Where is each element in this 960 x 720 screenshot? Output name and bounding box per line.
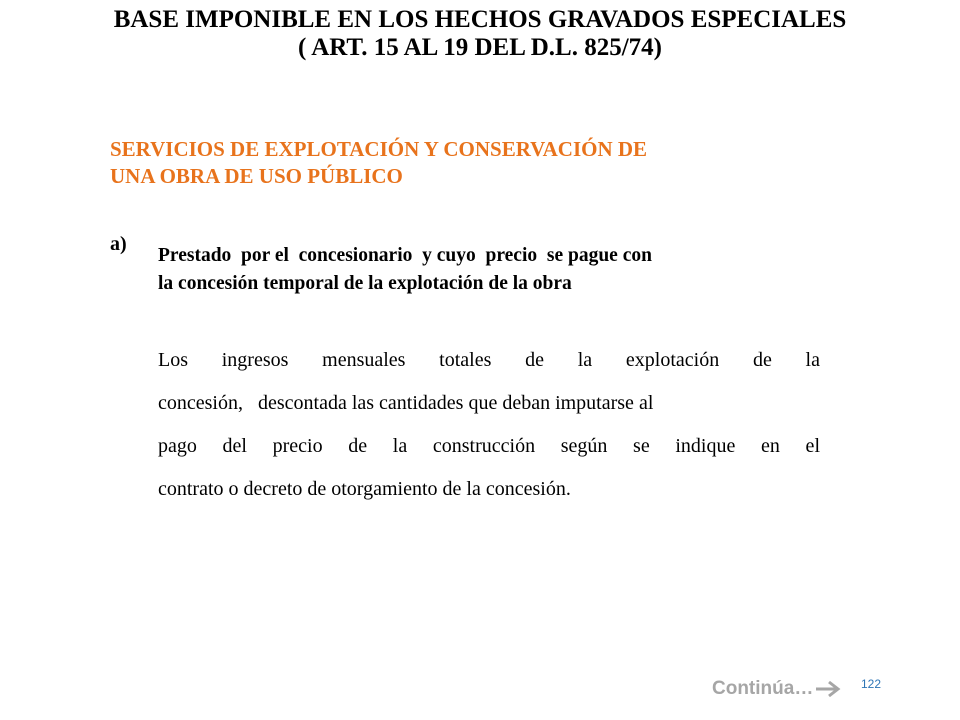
arrow-right-icon[interactable]	[815, 679, 841, 699]
body-line-1: Los ingresos mensuales totales de la explotación de la	[158, 349, 820, 371]
body-line-2: concesión, descontada las cantidades que deban imputarse al	[158, 392, 654, 414]
body-paragraph	[158, 350, 820, 522]
item-heading	[158, 242, 818, 298]
subtitle-line-1: SERVICIOS DE EXPLOTACIÓN Y CONSERVACIÓN DE	[110, 137, 648, 161]
continue-label[interactable]: Continúa…	[712, 678, 814, 699]
item-marker: a)	[110, 233, 127, 255]
body-line-3: pago del precio de la construcción según se indique en el	[158, 435, 820, 457]
section-subtitle	[110, 136, 810, 190]
body-line-4: contrato o decreto de otorgamiento de la concesión.	[158, 478, 571, 500]
item-heading-line-1: Prestado por el concesionario y cuyo precio se pague con	[158, 245, 652, 266]
page-title	[0, 6, 960, 62]
title-line-1: BASE IMPONIBLE EN LOS HECHOS GRAVADOS ESPECIALES	[113, 6, 847, 33]
title-line-2: ( ART. 15 AL 19 DEL D.L. 825/74)	[298, 34, 662, 61]
page-number: 122	[861, 677, 882, 691]
item-heading-line-2: la concesión temporal de la explotación de la obra	[158, 273, 572, 294]
subtitle-line-2: UNA OBRA DE USO PÚBLICO	[110, 164, 403, 188]
